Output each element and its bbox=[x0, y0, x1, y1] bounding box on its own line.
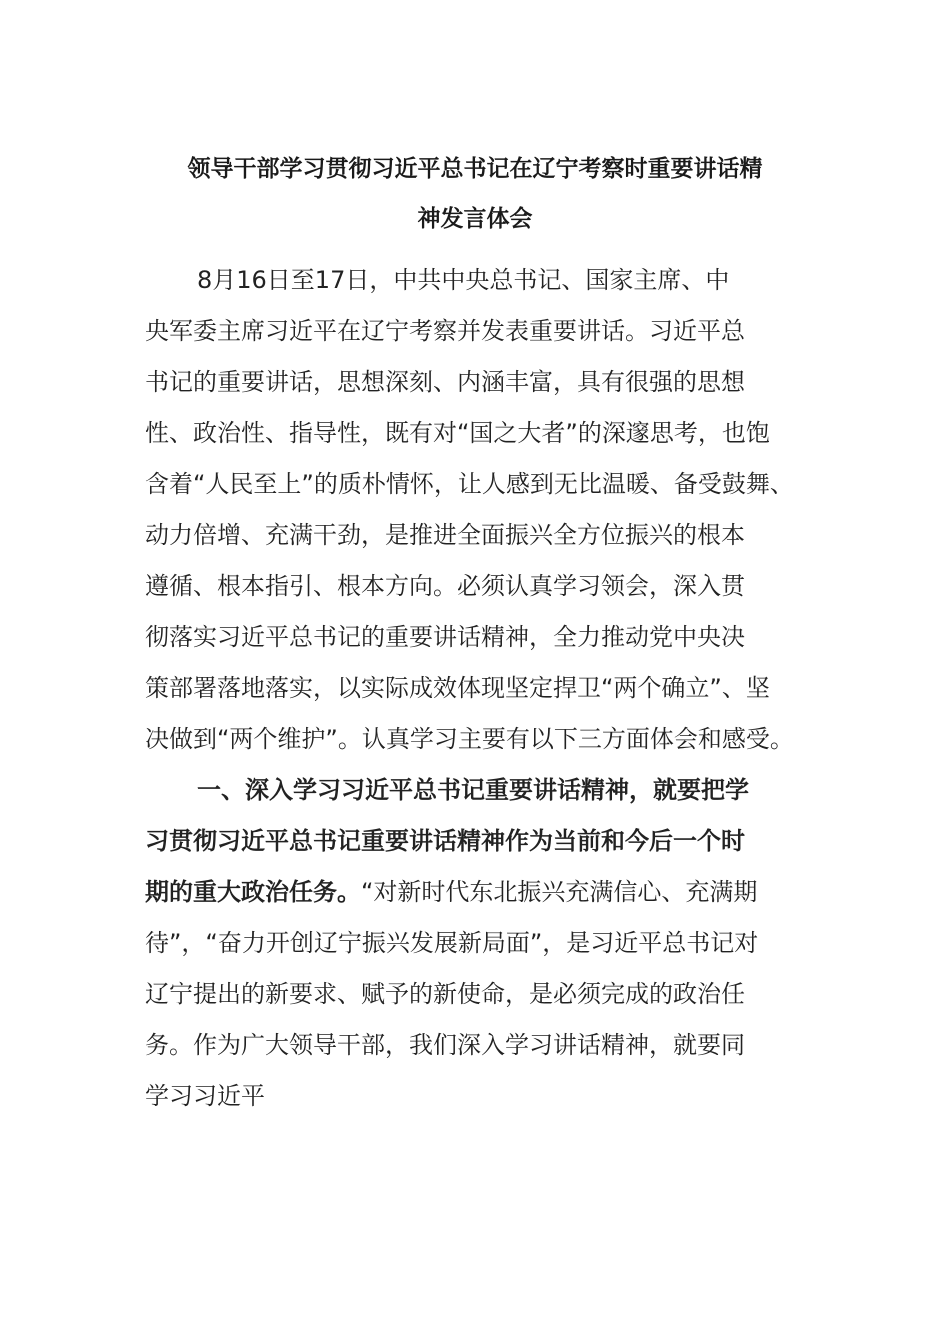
text-line: 彻落实习近平总书记的重要讲话精神，全力推动党中央决 bbox=[145, 623, 745, 651]
paragraph-section-one bbox=[145, 768, 825, 1125]
document-title-line-2: 神发言体会 bbox=[417, 206, 533, 232]
section-heading-line: 一、深入学习习近平总书记重要讲话精神，就要把学 bbox=[197, 776, 749, 804]
document-body bbox=[145, 258, 825, 1125]
text-line: 央军委主席习近平在辽宁考察并发表重要讲话。习近平总 bbox=[145, 317, 745, 345]
paragraph-intro bbox=[145, 258, 825, 768]
text-line: 决做到“两个维护”。认真学习主要有以下三方面体会和感受。 bbox=[145, 725, 794, 753]
text-line bbox=[145, 870, 825, 921]
text-line: 书记的重要讲话，思想深刻、内涵丰富，具有很强的思想 bbox=[145, 368, 745, 396]
text-line: 含着“人民至上”的质朴情怀，让人感到无比温暖、备受鼓舞、 bbox=[145, 470, 794, 498]
quote-text: “对新时代东北振兴充满信心、充满期 bbox=[361, 878, 758, 906]
text-line: 策部署落地落实，以实际成效体现坚定捍卫“两个确立”、坚 bbox=[145, 674, 770, 702]
text-line: 遵循、根本指引、根本方向。必须认真学习领会，深入贯 bbox=[145, 572, 745, 600]
text-line: 务。作为广大领导干部，我们深入学习讲话精神，就要同 bbox=[145, 1031, 745, 1059]
text-line: 动力倍增、充满干劲，是推进全面振兴全方位振兴的根本 bbox=[145, 521, 745, 549]
text-line: 性、政治性、指导性，既有对“国之大者”的深邃思考，也饱 bbox=[145, 419, 770, 447]
text-line: 8月16日至17日，中共中央总书记、国家主席、中 bbox=[197, 266, 730, 294]
section-heading-line: 习贯彻习近平总书记重要讲话精神作为当前和今后一个时 bbox=[145, 827, 745, 855]
text-line: 辽宁提出的新要求、赋予的新使命，是必须完成的政治任 bbox=[145, 980, 745, 1008]
text-line: 学习习近平 bbox=[145, 1082, 265, 1110]
section-heading-end: 期的重大政治任务。 bbox=[145, 878, 361, 906]
text-line: 待”，“奋力开创辽宁振兴发展新局面”，是习近平总书记对 bbox=[145, 929, 759, 957]
document-title-line-1: 领导干部学习贯彻习近平总书记在辽宁考察时重要讲话精 bbox=[187, 156, 763, 182]
